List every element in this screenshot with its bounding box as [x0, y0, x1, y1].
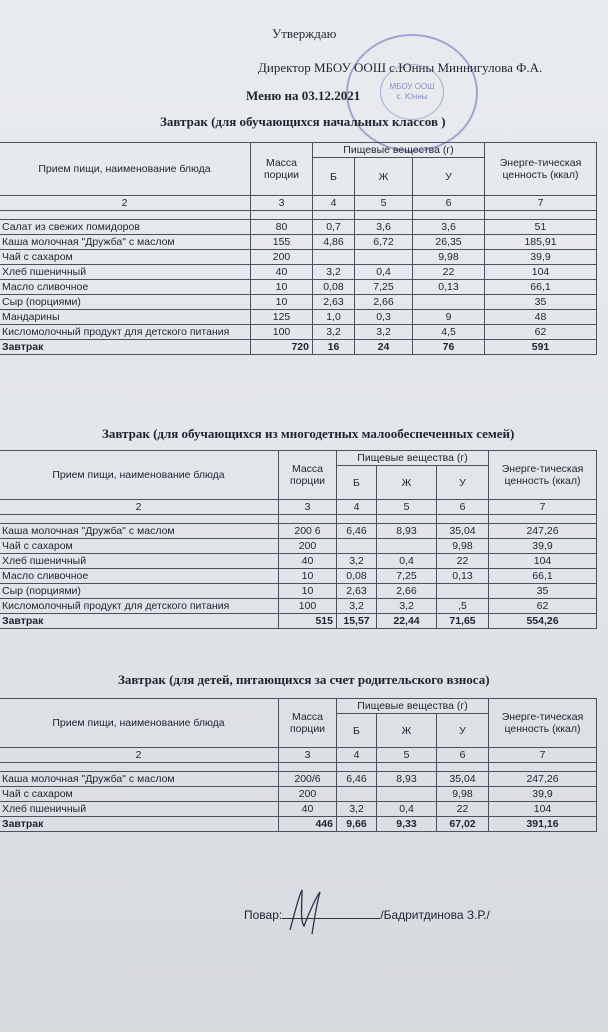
- cell-e: 48: [485, 310, 597, 325]
- table-row: [0, 787, 597, 802]
- cell-b: 3,2: [337, 802, 377, 817]
- cell-u: 9,98: [437, 787, 489, 802]
- cell-zh: 2,66: [355, 295, 413, 310]
- total-u: 76: [413, 340, 485, 355]
- cell-e: 104: [489, 554, 597, 569]
- cell-b: 6,46: [337, 772, 377, 787]
- cell-u: [413, 295, 485, 310]
- cell-name: Масло сливочное: [0, 569, 279, 584]
- col-b-header: Б: [313, 158, 355, 196]
- table-row: [0, 250, 597, 265]
- total-zh: 24: [355, 340, 413, 355]
- cook-label: Повар:: [244, 908, 283, 922]
- table-row: [0, 280, 597, 295]
- cell-mass: 200: [279, 787, 337, 802]
- col-number: 2: [0, 500, 279, 515]
- cell-name: Хлеб пшеничный: [0, 554, 279, 569]
- cell-mass: 200/6: [279, 772, 337, 787]
- cell-b: 3,2: [313, 325, 355, 340]
- col-mass-header: Масса порции: [279, 451, 337, 500]
- section-1-title: Завтрак (для обучающихся начальных классов ): [160, 114, 446, 129]
- col-number: 6: [437, 500, 489, 515]
- cook-name: /Бадритдинова З.Р./: [380, 908, 490, 922]
- cell-e: 185,91: [485, 235, 597, 250]
- cell-u: 9,98: [437, 539, 489, 554]
- total-e: 554,26: [489, 614, 597, 629]
- section-2-table: [0, 450, 597, 629]
- cell-name: Хлеб пшеничный: [0, 265, 251, 280]
- cell-b: 4,86: [313, 235, 355, 250]
- cell-e: 39,9: [485, 250, 597, 265]
- col-number: 3: [279, 500, 337, 515]
- table-row: [0, 599, 597, 614]
- cell-name: Чай с сахаром: [0, 250, 251, 265]
- col-number: 7: [489, 500, 597, 515]
- spacer-row: [0, 763, 597, 772]
- col-number: 4: [313, 196, 355, 211]
- cell-zh: 7,25: [355, 280, 413, 295]
- cell-b: 2,63: [313, 295, 355, 310]
- col-mass-header: Масса порции: [279, 699, 337, 748]
- signature-line: [282, 908, 380, 919]
- cell-e: 35: [485, 295, 597, 310]
- col-number: 5: [377, 500, 437, 515]
- cell-mass: 80: [251, 220, 313, 235]
- school-seal-stamp: [346, 34, 478, 152]
- cell-name: Масло сливочное: [0, 280, 251, 295]
- col-number: 6: [437, 748, 489, 763]
- col-b-header: Б: [337, 714, 377, 748]
- cell-u: 4,5: [413, 325, 485, 340]
- cell-name: Салат из свежих помидоров: [0, 220, 251, 235]
- col-b-header: Б: [337, 466, 377, 500]
- cell-e: 51: [485, 220, 597, 235]
- table-row: [0, 295, 597, 310]
- cell-b: 2,63: [337, 584, 377, 599]
- approve-label: Утверждаю: [272, 26, 337, 41]
- cell-u: 0,13: [413, 280, 485, 295]
- cell-name: Сыр (порциями): [0, 295, 251, 310]
- table-row: [0, 310, 597, 325]
- cell-e: 247,26: [489, 772, 597, 787]
- cell-e: 66,1: [489, 569, 597, 584]
- col-zh-header: Ж: [377, 714, 437, 748]
- spacer-row: [0, 211, 597, 220]
- cell-e: 35: [489, 584, 597, 599]
- col-number: 4: [337, 500, 377, 515]
- total-mass: 446: [279, 817, 337, 832]
- cell-zh: 3,2: [355, 325, 413, 340]
- cell-b: 0,7: [313, 220, 355, 235]
- col-dish-header: Прием пищи, наименование блюда: [0, 451, 279, 500]
- table-number-row: [0, 196, 597, 211]
- col-nutrients-header: Пищевые вещества (г): [313, 143, 485, 158]
- cell-e: 39,9: [489, 539, 597, 554]
- table-row: [0, 802, 597, 817]
- cell-name: Сыр (порциями): [0, 584, 279, 599]
- total-u: 71,65: [437, 614, 489, 629]
- seal-line-2: с. Юнны: [396, 92, 428, 101]
- cell-zh: 0,4: [377, 554, 437, 569]
- cell-zh: 0,4: [377, 802, 437, 817]
- total-name: Завтрак: [0, 340, 251, 355]
- cell-zh: 3,6: [355, 220, 413, 235]
- table-row: [0, 584, 597, 599]
- cell-b: 6,46: [337, 524, 377, 539]
- total-b: 15,57: [337, 614, 377, 629]
- cell-u: 0,13: [437, 569, 489, 584]
- section-3-table: [0, 698, 597, 832]
- col-number: 7: [485, 196, 597, 211]
- cell-zh: [377, 539, 437, 554]
- cell-mass: 125: [251, 310, 313, 325]
- section-2-rows: [0, 524, 597, 629]
- total-name: Завтрак: [0, 817, 279, 832]
- cell-e: 39,9: [489, 787, 597, 802]
- table-row: [0, 325, 597, 340]
- table-row: [0, 220, 597, 235]
- menu-date-title: Меню на 03.12.2021: [246, 88, 361, 103]
- cell-mass: 100: [251, 325, 313, 340]
- total-zh: 9,33: [377, 817, 437, 832]
- cell-e: 247,26: [489, 524, 597, 539]
- table-number-row: [0, 748, 597, 763]
- col-u-header: У: [437, 466, 489, 500]
- col-number: 7: [489, 748, 597, 763]
- section-1-table: [0, 142, 597, 355]
- cell-u: 22: [437, 802, 489, 817]
- table-row: [0, 235, 597, 250]
- cell-mass: 10: [279, 569, 337, 584]
- cell-u: 22: [437, 554, 489, 569]
- cell-mass: 40: [279, 802, 337, 817]
- total-row: [0, 340, 597, 355]
- cell-mass: 10: [251, 295, 313, 310]
- col-dish-header: Прием пищи, наименование блюда: [0, 143, 251, 196]
- table-row: [0, 569, 597, 584]
- cell-b: [337, 787, 377, 802]
- cell-name: Кисломолочный продукт для детского питания: [0, 325, 251, 340]
- cell-zh: 0,4: [355, 265, 413, 280]
- col-mass-header: Масса порции: [251, 143, 313, 196]
- table-row: [0, 772, 597, 787]
- cell-b: 3,2: [337, 599, 377, 614]
- col-number: 5: [377, 748, 437, 763]
- cell-b: [337, 539, 377, 554]
- col-zh-header: Ж: [377, 466, 437, 500]
- cell-e: 104: [485, 265, 597, 280]
- section-1-rows: [0, 220, 597, 355]
- total-e: 591: [485, 340, 597, 355]
- total-zh: 22,44: [377, 614, 437, 629]
- cell-e: 104: [489, 802, 597, 817]
- cook-line: [244, 908, 490, 922]
- cell-name: Каша молочная "Дружба" с маслом: [0, 772, 279, 787]
- table-row: [0, 554, 597, 569]
- director-line: Директор МБОУ ООШ с.Юнны Миннигулова Ф.А.: [258, 60, 543, 75]
- cell-u: 35,04: [437, 524, 489, 539]
- table-row: [0, 539, 597, 554]
- cell-mass: 10: [251, 280, 313, 295]
- total-row: [0, 817, 597, 832]
- col-number: 5: [355, 196, 413, 211]
- cell-b: 3,2: [337, 554, 377, 569]
- col-number: 6: [413, 196, 485, 211]
- cell-zh: [355, 250, 413, 265]
- cell-u: 3,6: [413, 220, 485, 235]
- cell-mass: 100: [279, 599, 337, 614]
- cell-u: 26,35: [413, 235, 485, 250]
- total-name: Завтрак: [0, 614, 279, 629]
- cell-u: 22: [413, 265, 485, 280]
- spacer-row: [0, 515, 597, 524]
- total-b: 9,66: [337, 817, 377, 832]
- cell-zh: 3,2: [377, 599, 437, 614]
- cell-u: 9: [413, 310, 485, 325]
- col-nutrients-header: Пищевые вещества (г): [337, 451, 489, 466]
- col-number: 3: [251, 196, 313, 211]
- cell-zh: [377, 787, 437, 802]
- cell-name: Мандарины: [0, 310, 251, 325]
- col-energy-header: Энерге-тическая ценность (ккал): [489, 451, 597, 500]
- cell-mass: 200: [251, 250, 313, 265]
- cell-u: 35,04: [437, 772, 489, 787]
- col-energy-header: Энерге-тическая ценность (ккал): [489, 699, 597, 748]
- col-number: 4: [337, 748, 377, 763]
- total-row: [0, 614, 597, 629]
- cell-e: 62: [485, 325, 597, 340]
- section-3-rows: [0, 772, 597, 832]
- cell-name: Каша молочная "Дружба" с маслом: [0, 524, 279, 539]
- cell-name: Чай с сахаром: [0, 539, 279, 554]
- total-e: 391,16: [489, 817, 597, 832]
- section-3-title: Завтрак (для детей, питающихся за счет родительского взноса): [118, 672, 490, 687]
- cell-zh: 0,3: [355, 310, 413, 325]
- cell-mass: 200 6: [279, 524, 337, 539]
- cell-zh: 6,72: [355, 235, 413, 250]
- cell-zh: 8,93: [377, 772, 437, 787]
- col-number: 2: [0, 196, 251, 211]
- cell-mass: 155: [251, 235, 313, 250]
- cell-zh: 7,25: [377, 569, 437, 584]
- cell-b: 1,0: [313, 310, 355, 325]
- cell-mass: 40: [279, 554, 337, 569]
- col-number: 3: [279, 748, 337, 763]
- col-zh-header: Ж: [355, 158, 413, 196]
- cell-mass: 200: [279, 539, 337, 554]
- cell-u: 9,98: [413, 250, 485, 265]
- col-nutrients-header: Пищевые вещества (г): [337, 699, 489, 714]
- table-header-row: [0, 699, 597, 714]
- cell-e: 66,1: [485, 280, 597, 295]
- section-2-title: Завтрак (для обучающихся из многодетных малообеспеченных семей): [102, 426, 515, 441]
- col-number: 2: [0, 748, 279, 763]
- cell-name: Чай с сахаром: [0, 787, 279, 802]
- cell-zh: 8,93: [377, 524, 437, 539]
- cell-u: ,5: [437, 599, 489, 614]
- table-row: [0, 524, 597, 539]
- cell-name: Кисломолочный продукт для детского питания: [0, 599, 279, 614]
- cell-name: Хлеб пшеничный: [0, 802, 279, 817]
- col-u-header: У: [437, 714, 489, 748]
- total-mass: 720: [251, 340, 313, 355]
- col-u-header: У: [413, 158, 485, 196]
- table-header-row: [0, 451, 597, 466]
- total-b: 16: [313, 340, 355, 355]
- table-number-row: [0, 500, 597, 515]
- cell-mass: 10: [279, 584, 337, 599]
- col-dish-header: Прием пищи, наименование блюда: [0, 699, 279, 748]
- cell-u: [437, 584, 489, 599]
- cell-e: 62: [489, 599, 597, 614]
- cell-mass: 40: [251, 265, 313, 280]
- table-row: [0, 265, 597, 280]
- total-u: 67,02: [437, 817, 489, 832]
- table-header-row: [0, 143, 597, 158]
- seal-center: [380, 64, 444, 120]
- cell-b: [313, 250, 355, 265]
- total-mass: 515: [279, 614, 337, 629]
- cell-b: 0,08: [313, 280, 355, 295]
- cell-name: Каша молочная "Дружба" с маслом: [0, 235, 251, 250]
- cell-zh: 2,66: [377, 584, 437, 599]
- cell-b: 0,08: [337, 569, 377, 584]
- seal-line-1: МБОУ ООШ: [389, 82, 435, 91]
- col-energy-header: Энерге-тическая ценность (ккал): [485, 143, 597, 196]
- cell-b: 3,2: [313, 265, 355, 280]
